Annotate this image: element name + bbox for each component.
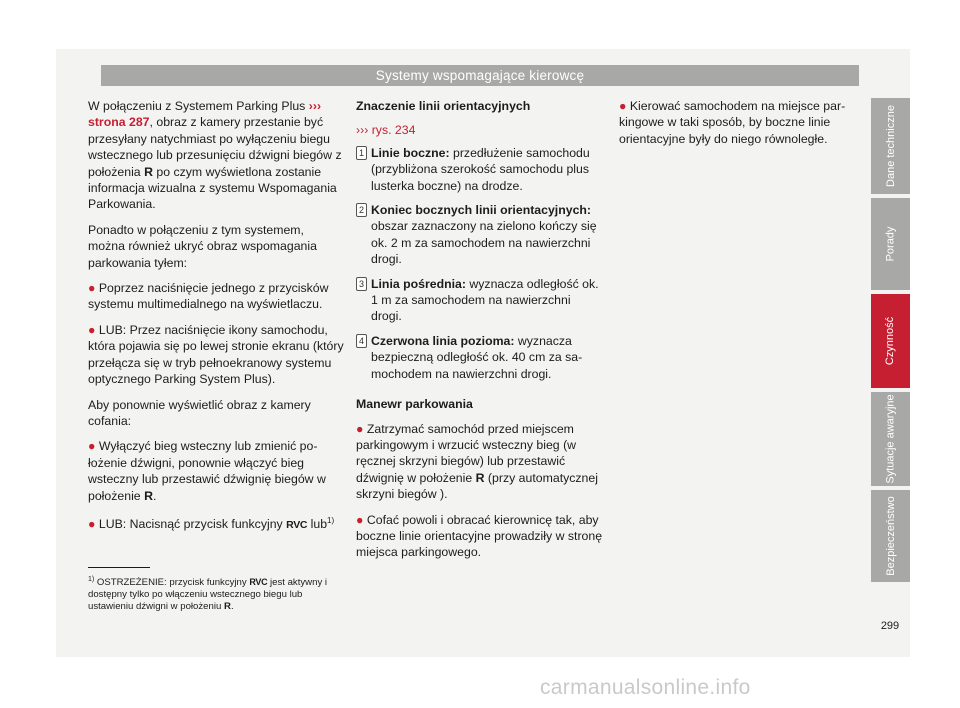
section-heading-parking: Manewr parkowania (356, 397, 473, 412)
bullet-item: ● Kierować samochodem na miejsce parkingowe w taki sposób, by boczne linie orientacyjne były do niego równoległe. (619, 99, 846, 146)
bullet-item: ● LUB: Przez naciśnięcie ikony samochodu, która pojawia się po lewej stronie ekranu (który przełącza się w tryb pełnoekranowy systemu optycznego Parking System Plus). (88, 322, 344, 387)
numbered-item: 3 Linia pośrednia: wyznacza odległość ok. 1 m za samochodem na nawierzchni drogi. (356, 276, 604, 325)
bullet-icon: ● (88, 439, 96, 454)
tab-sytuacje-awaryjne[interactable]: Sytuacje awaryjne (871, 392, 910, 486)
number-badge: 1 (356, 146, 367, 160)
number-badge: 4 (356, 334, 367, 348)
bullet-item: ● Zatrzymać samochód przed miejscem parkingowym i wrzucić wsteczny bieg (w ręcznej skrzyni biegów) lub przestawić dźwignię w położenie R (przy automatycznej skrzyni biegów ). (356, 421, 598, 502)
bullet-icon: ● (88, 322, 96, 337)
text-column-2 (356, 98, 604, 570)
number-badge: 3 (356, 277, 367, 291)
footnote-divider (88, 567, 150, 568)
bullet-icon: ● (88, 281, 96, 296)
rvc-key-label: RVC (286, 519, 308, 532)
page-reference-link[interactable]: ››› strona 287 (88, 99, 322, 130)
bullet-item: ● Poprzez naciśnięcie jednego z przycisków systemu multimedialnego na wyświetlaczu. (88, 281, 329, 312)
paragraph-reshow-camera: Aby ponownie wyświetlić obraz z kamery cofania: (88, 397, 311, 428)
paragraph-parking-plus: W połączeniu z Systemem Parking Plus ››› strona 287, obraz z kamery przestanie być przesyłany natychmiast po wyłączeniu biegu wstecznego lub przesunięciu dźwigni biegów z położenia R po czym wyświetlona zostanie informacja wizualna z systemu Wspomagania Parkowania. (88, 99, 342, 212)
tab-czynnosc[interactable]: Czynność (871, 294, 910, 388)
tab-bezpieczenstwo[interactable]: Bezpieczeństwo (871, 490, 910, 582)
chapter-header (101, 65, 859, 86)
watermark-text: carmanualsonline.info (540, 676, 751, 699)
tab-dane-techniczne[interactable]: Dane techniczne (871, 98, 910, 194)
page-number: 299 (880, 620, 900, 632)
bullet-item: ● Wyłączyć bieg wsteczny lub zmienić położenie dźwigni, ponownie włączyć bieg wsteczny lub przestawić dźwignię biegów w położenie R. (88, 439, 326, 503)
bullet-item: ● LUB: Nacisnąć przycisk funkcyjny RVC lub$^{1)}$ (88, 515, 335, 532)
text-column-1 (88, 98, 344, 542)
bullet-icon: ● (356, 512, 364, 527)
numbered-item: 4 Czerwona linia pozioma: wyznacza bezpieczną odległość ok. 40 cm za samochodem na nawierzchni drogi. (356, 333, 604, 382)
footnote: $^{1)}$ OSTRZEŻENIE: przycisk funkcyjny RVC jest aktywny i dostępny tylko po włączeniu wstecznego biegu lub ustawieniu dźwigni w położeniu R. (88, 576, 328, 613)
figure-reference-link[interactable]: ››› rys. 234 (356, 123, 416, 138)
footnote-marker: 1) (327, 515, 335, 525)
bullet-icon: ● (619, 99, 627, 113)
bullet-icon: ● (88, 517, 96, 532)
section-heading-guidelines: Znaczenie linii orientacyjnych (356, 99, 531, 113)
chapter-title: Systemy wspomagające kierowcę (375, 68, 585, 83)
paragraph-hide-image: Ponadto w połączeniu z tym systemem, można również ukryć obraz wspomagania parkowania tyłem: (88, 222, 317, 270)
bullet-icon: ● (356, 421, 364, 436)
bullet-item: ● Cofać powoli i obracać kierownicę tak, aby boczne linie orientacyjne prowadziły w stronę miejsca parkingowego. (356, 512, 603, 560)
numbered-item: 2 Koniec bocznych linii orientacyjnych: obszar zaznaczony na zielono kończy się ok. 2 m za samochodem na nawierzchni drogi. (356, 202, 604, 268)
numbered-item: 1 Linie boczne: przedłużenie samochodu (przybliżona szerokość samochodu plus lusterka boczne) na drodze. (356, 145, 604, 194)
rvc-key-label: RVC (249, 577, 268, 588)
number-badge: 2 (356, 203, 367, 217)
tab-porady[interactable]: Porady (871, 198, 910, 290)
text-column-3 (619, 98, 859, 156)
